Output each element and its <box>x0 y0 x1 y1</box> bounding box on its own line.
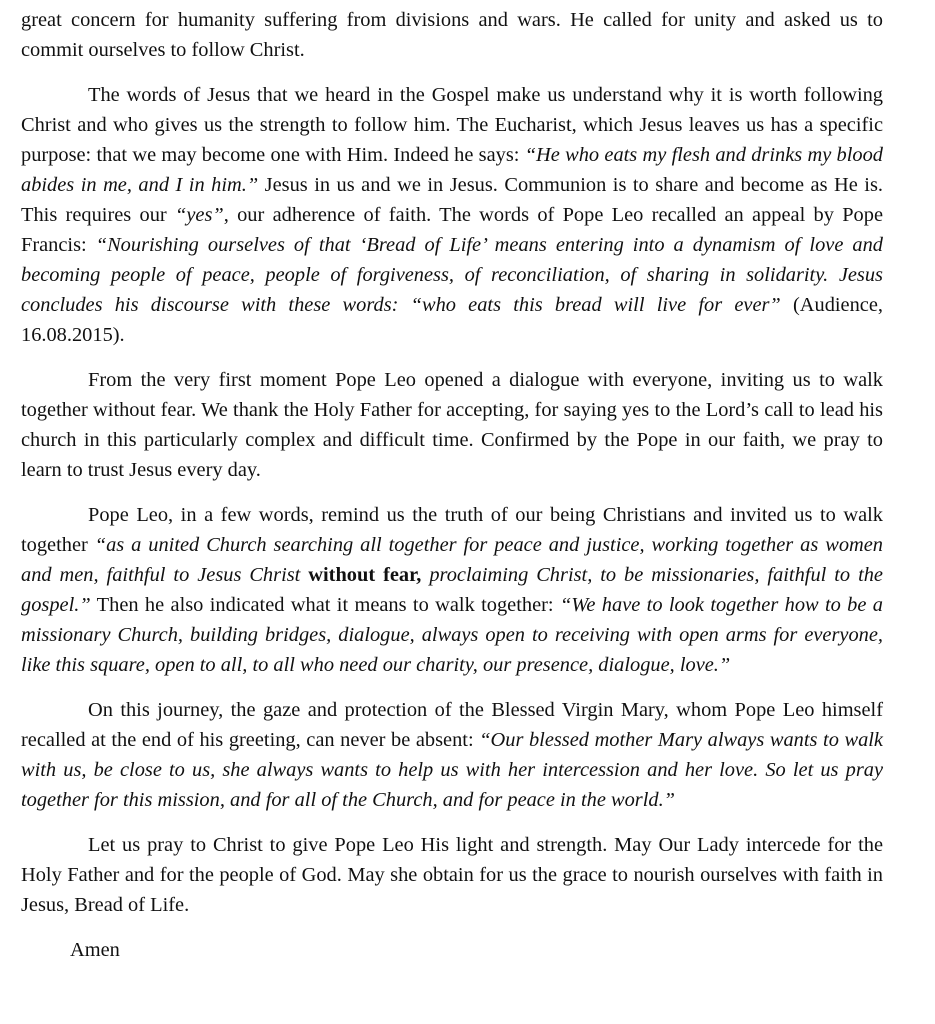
document-page <box>21 5 883 965</box>
text-run: “Our blessed mother Mary always wants to walk with us, be close to us, she always wants to help us with her intercession and her love. So let us pray together for this mission, and for all of the Church, and for peace in the world.” <box>21 729 883 811</box>
paragraph-p1 <box>21 80 883 350</box>
text-run: “yes” <box>175 204 224 226</box>
text-run: Let us pray to Christ to give Pope Leo His light and strength. May Our Lady intercede for the Holy Father and for the people of God. May she obtain for us the grace to nourish ourselves with faith in Jesus, Bread of Life. <box>21 834 883 916</box>
document-body <box>21 5 883 920</box>
text-run: proclaiming Christ, to be missionaries, faithful to the gospel.” <box>21 564 883 616</box>
closing-amen: Amen <box>70 939 120 961</box>
paragraph-p0 <box>21 5 883 65</box>
text-run: (Audience, 16.08.2015). <box>21 294 884 346</box>
text-run: great concern for humanity suffering from divisions and wars. He called for unity and asked us to commit ourselves to follow Christ. <box>21 9 883 61</box>
text-run: Then he also indicated what it means to walk together: <box>90 594 560 616</box>
paragraph-p2 <box>21 365 883 485</box>
text-run: Jesus in us and we in Jesus. Communion is to share and become as He is. This requires our <box>21 174 883 226</box>
text-run: From the very first moment Pope Leo opened a dialogue with everyone, inviting us to walk together without fear. We thank the Holy Father for accepting, for saying yes to the Lord’s call to lead his church in this particularly complex and difficult time. Confirmed by the Pope in our faith, we pray to learn to trust Jesus every day. <box>21 369 883 481</box>
text-run: On this journey, the gaze and protection of the Blessed Virgin Mary, whom Pope Leo himself recalled at the end of his greeting, can never be absent: <box>21 699 883 751</box>
text-run: “Nourishing ourselves of that ‘Bread of Life’ means entering into a dynamism of love and becoming people of peace, people of forgiveness, of reconciliation, of sharing in solidarity. Jesus concludes his discourse with these words: “who eats this bread will live for ever” <box>21 234 883 316</box>
text-run: The words of Jesus that we heard in the Gospel make us understand why it is worth following Christ and who gives us the strength to follow him. The Eucharist, which Jesus leaves us has a specific purpose: that we may become one with Him. Indeed he says: <box>21 84 883 166</box>
text-run: “He who eats my flesh and drinks my blood abides in me, and I in him.” <box>21 144 883 196</box>
text-run: without fear, <box>308 564 422 586</box>
paragraph-p3 <box>21 500 883 680</box>
text-run: “as a united Church searching all together for peace and justice, working together as women and men, faithful to Jesus Christ <box>21 534 883 586</box>
text-run: Pope Leo, in a few words, remind us the truth of our being Christians and invited us to walk together <box>21 504 883 556</box>
text-run: , our adherence of faith. The words of Pope Leo recalled an appeal by Pope Francis: <box>21 204 883 256</box>
paragraph-p4 <box>21 695 883 815</box>
paragraph-p5 <box>21 830 883 920</box>
text-run: “We have to look together how to be a missionary Church, building bridges, dialogue, always open to receiving with open arms for everyone, like this square, open to all, to all who need our charity, our presence, dialogue, love.” <box>21 594 883 676</box>
